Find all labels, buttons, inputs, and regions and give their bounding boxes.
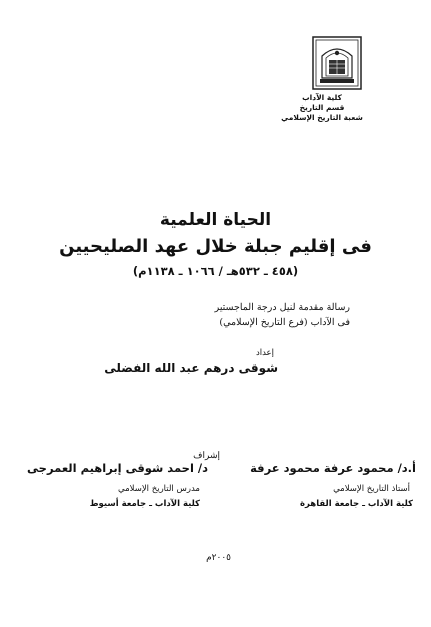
prepared-by-label: إعداد: [255, 348, 274, 358]
supervisor-2-role: مدرس التاريخ الإسلامي: [117, 484, 200, 494]
faculty-name: كلية الآداب: [302, 93, 342, 102]
supervisor-2-institution: كلية الآداب ـ جامعة أسيوط: [89, 499, 200, 509]
thesis-field: فى الآداب (فرع التاريخ الإسلامي): [219, 317, 350, 328]
thesis-dates: (٤٥٨ ـ ٥٣٢هـ / ١٠٦٦ ـ ١١٣٨م): [132, 264, 299, 278]
supervisor-1-institution: كلية الآداب ـ جامعة القاهرة: [300, 499, 413, 509]
division-name: شعبة التاريخ الإسلامي: [281, 113, 363, 122]
department-name: قسم التاريخ: [299, 103, 345, 112]
university-logo: [312, 36, 362, 90]
thesis-title: الحياة العلمية: [159, 210, 272, 230]
supervisor-1-name: أ.د/ محمود عرفة محمود عرفة: [250, 461, 416, 475]
supervisor-2-name: د/ احمد شوقى إبراهيم العمرجى: [27, 461, 208, 475]
supervisor-1-role: أستاذ التاريخ الإسلامي: [333, 484, 410, 494]
year: ٢٠٠٥م: [206, 553, 231, 563]
author-name: شوقى درهم عبد الله الفضلى: [104, 361, 278, 375]
thesis-purpose: رسالة مقدمة لنيل درجة الماجستير: [214, 302, 350, 313]
supervision-label: إشراف: [193, 451, 220, 461]
thesis-subtitle: فى إقليم جبلة خلال عهد الصليحيين: [59, 236, 372, 257]
